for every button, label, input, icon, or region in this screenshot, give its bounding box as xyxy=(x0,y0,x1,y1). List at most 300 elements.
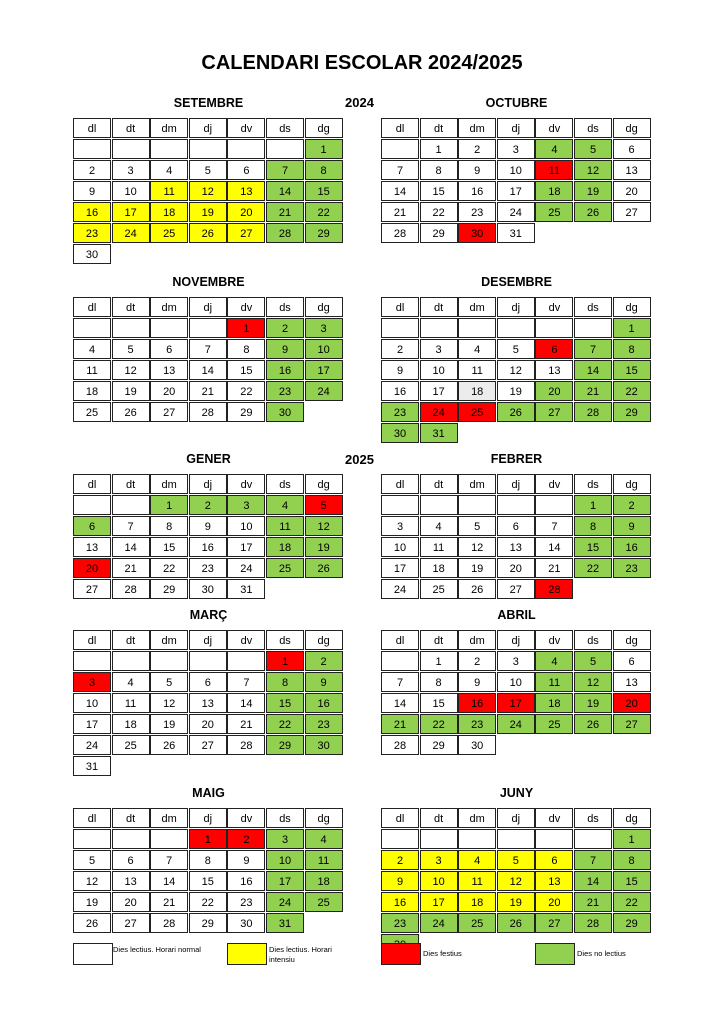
day-cell: 18 xyxy=(458,381,496,401)
day-header: ds xyxy=(574,118,612,138)
day-cell: 12 xyxy=(497,360,535,380)
day-cell: 21 xyxy=(535,558,573,578)
day-header: dg xyxy=(305,297,343,317)
day-cell: 19 xyxy=(497,892,535,912)
day-cell: 14 xyxy=(381,693,419,713)
day-cell: 25 xyxy=(73,402,111,422)
day-cell: 17 xyxy=(266,871,304,891)
day-cell: 10 xyxy=(420,871,458,891)
day-cell: 30 xyxy=(458,735,496,755)
day-cell: 31 xyxy=(420,423,458,443)
day-cell: 11 xyxy=(150,181,188,201)
day-cell: 15 xyxy=(613,871,651,891)
day-cell: 29 xyxy=(305,223,343,243)
day-header: dt xyxy=(420,808,458,828)
day-cell: 7 xyxy=(189,339,227,359)
day-header: dv xyxy=(227,297,265,317)
day-cell: 30 xyxy=(381,423,419,443)
day-cell: 17 xyxy=(497,181,535,201)
day-cell: 13 xyxy=(535,360,573,380)
day-cell: 2 xyxy=(381,339,419,359)
empty-day-cell xyxy=(420,495,458,515)
empty-day-cell xyxy=(381,139,419,159)
day-cell: 14 xyxy=(227,693,265,713)
day-cell: 28 xyxy=(574,913,612,933)
day-cell: 2 xyxy=(305,651,343,671)
day-header: dv xyxy=(535,808,573,828)
day-cell: 17 xyxy=(497,693,535,713)
day-cell: 4 xyxy=(305,829,343,849)
day-cell: 29 xyxy=(420,735,458,755)
day-cell: 26 xyxy=(574,714,612,734)
day-cell: 10 xyxy=(266,850,304,870)
day-cell: 5 xyxy=(574,139,612,159)
day-cell: 13 xyxy=(613,672,651,692)
day-header: dm xyxy=(458,630,496,650)
day-cell: 28 xyxy=(266,223,304,243)
day-cell: 15 xyxy=(266,693,304,713)
month-name: MARÇ xyxy=(189,608,228,622)
day-cell: 1 xyxy=(613,318,651,338)
day-cell: 30 xyxy=(189,579,227,599)
day-header: dl xyxy=(381,118,419,138)
day-cell: 11 xyxy=(420,537,458,557)
day-header: dj xyxy=(189,630,227,650)
day-cell: 4 xyxy=(535,651,573,671)
day-header: dj xyxy=(497,297,535,317)
day-cell: 16 xyxy=(227,871,265,891)
day-cell: 25 xyxy=(112,735,150,755)
day-cell: 17 xyxy=(112,202,150,222)
day-cell: 23 xyxy=(458,202,496,222)
day-cell: 3 xyxy=(420,850,458,870)
day-header: ds xyxy=(266,808,304,828)
day-header: ds xyxy=(266,297,304,317)
day-cell: 18 xyxy=(73,381,111,401)
day-cell: 3 xyxy=(381,516,419,536)
day-cell: 12 xyxy=(189,181,227,201)
day-cell: 15 xyxy=(305,181,343,201)
empty-day-cell xyxy=(150,139,188,159)
month-name: NOVEMBRE xyxy=(172,275,245,289)
day-cell: 30 xyxy=(458,223,496,243)
day-cell: 13 xyxy=(150,360,188,380)
day-cell: 23 xyxy=(305,714,343,734)
day-cell: 7 xyxy=(574,339,612,359)
empty-day-cell xyxy=(497,829,535,849)
day-cell: 25 xyxy=(150,223,188,243)
day-cell: 20 xyxy=(535,892,573,912)
day-cell: 25 xyxy=(535,714,573,734)
day-cell: 9 xyxy=(227,850,265,870)
day-cell: 24 xyxy=(112,223,150,243)
day-cell: 7 xyxy=(150,850,188,870)
day-cell: 19 xyxy=(150,714,188,734)
day-cell: 26 xyxy=(497,913,535,933)
day-cell: 24 xyxy=(73,735,111,755)
day-cell: 29 xyxy=(613,913,651,933)
day-header: dm xyxy=(150,808,188,828)
day-cell: 18 xyxy=(535,693,573,713)
day-cell: 23 xyxy=(381,402,419,422)
day-header: dl xyxy=(381,297,419,317)
day-header: dt xyxy=(112,630,150,650)
day-cell: 27 xyxy=(613,202,651,222)
empty-day-cell xyxy=(227,139,265,159)
day-cell: 21 xyxy=(381,714,419,734)
day-cell: 13 xyxy=(535,871,573,891)
day-cell: 21 xyxy=(266,202,304,222)
day-cell: 20 xyxy=(613,181,651,201)
day-cell: 6 xyxy=(112,850,150,870)
day-cell: 9 xyxy=(613,516,651,536)
day-cell: 24 xyxy=(497,714,535,734)
day-cell: 13 xyxy=(73,537,111,557)
day-cell: 23 xyxy=(266,381,304,401)
day-cell: 4 xyxy=(266,495,304,515)
day-cell: 3 xyxy=(112,160,150,180)
month-name: GENER xyxy=(186,452,231,466)
day-cell: 5 xyxy=(574,651,612,671)
day-cell: 21 xyxy=(574,892,612,912)
day-cell: 7 xyxy=(266,160,304,180)
day-cell: 12 xyxy=(497,871,535,891)
month-name: OCTUBRE xyxy=(485,96,548,110)
day-cell: 13 xyxy=(112,871,150,891)
empty-day-cell xyxy=(420,829,458,849)
day-cell: 24 xyxy=(497,202,535,222)
day-cell: 18 xyxy=(150,202,188,222)
day-header: dv xyxy=(535,297,573,317)
day-cell: 8 xyxy=(613,339,651,359)
day-cell: 12 xyxy=(305,516,343,536)
day-cell: 26 xyxy=(73,913,111,933)
day-cell: 4 xyxy=(420,516,458,536)
day-cell: 27 xyxy=(613,714,651,734)
day-cell: 28 xyxy=(112,579,150,599)
day-cell: 10 xyxy=(305,339,343,359)
day-cell: 20 xyxy=(535,381,573,401)
empty-day-cell xyxy=(381,829,419,849)
day-cell: 22 xyxy=(613,381,651,401)
day-cell: 18 xyxy=(112,714,150,734)
day-cell: 16 xyxy=(73,202,111,222)
day-header: dv xyxy=(227,808,265,828)
day-cell: 15 xyxy=(420,693,458,713)
day-header: dl xyxy=(73,118,111,138)
day-cell: 8 xyxy=(574,516,612,536)
day-header: ds xyxy=(266,630,304,650)
day-header: dm xyxy=(458,808,496,828)
day-cell: 1 xyxy=(227,318,265,338)
day-cell: 23 xyxy=(227,892,265,912)
day-header: dm xyxy=(458,474,496,494)
day-cell: 14 xyxy=(574,360,612,380)
day-cell: 8 xyxy=(266,672,304,692)
day-cell: 17 xyxy=(305,360,343,380)
empty-day-cell xyxy=(73,829,111,849)
day-cell: 27 xyxy=(227,223,265,243)
day-cell: 15 xyxy=(613,360,651,380)
day-cell: 19 xyxy=(574,693,612,713)
legend-label-normal: Dies lectius. Horari normal xyxy=(113,945,201,954)
day-header: dg xyxy=(305,630,343,650)
day-cell: 11 xyxy=(266,516,304,536)
day-header: dg xyxy=(613,630,651,650)
day-cell: 20 xyxy=(613,693,651,713)
day-cell: 26 xyxy=(458,579,496,599)
day-cell: 1 xyxy=(266,651,304,671)
day-header: ds xyxy=(266,474,304,494)
day-cell: 1 xyxy=(613,829,651,849)
empty-day-cell xyxy=(458,829,496,849)
empty-day-cell xyxy=(150,651,188,671)
day-cell: 5 xyxy=(305,495,343,515)
day-header: dm xyxy=(150,474,188,494)
day-cell: 5 xyxy=(189,160,227,180)
day-cell: 28 xyxy=(574,402,612,422)
day-header: dt xyxy=(112,118,150,138)
day-cell: 29 xyxy=(266,735,304,755)
day-header: dj xyxy=(497,808,535,828)
day-cell: 14 xyxy=(535,537,573,557)
day-header: dv xyxy=(227,474,265,494)
day-cell: 25 xyxy=(266,558,304,578)
empty-day-cell xyxy=(112,651,150,671)
day-cell: 23 xyxy=(613,558,651,578)
day-cell: 29 xyxy=(189,913,227,933)
day-cell: 27 xyxy=(73,579,111,599)
day-cell: 12 xyxy=(150,693,188,713)
day-cell: 23 xyxy=(458,714,496,734)
day-cell: 2 xyxy=(189,495,227,515)
day-cell: 6 xyxy=(613,139,651,159)
day-cell: 16 xyxy=(381,892,419,912)
year-2025-label: 2025 xyxy=(345,452,374,467)
day-cell: 6 xyxy=(73,516,111,536)
legend-label-non-teaching: Dies no lectius xyxy=(577,949,626,958)
day-header: dl xyxy=(73,630,111,650)
day-cell: 15 xyxy=(150,537,188,557)
empty-day-cell xyxy=(458,318,496,338)
empty-day-cell xyxy=(112,495,150,515)
day-cell: 11 xyxy=(458,871,496,891)
day-cell: 18 xyxy=(266,537,304,557)
day-cell: 3 xyxy=(420,339,458,359)
day-cell: 13 xyxy=(497,537,535,557)
day-header: ds xyxy=(574,297,612,317)
empty-day-cell xyxy=(150,318,188,338)
day-cell: 18 xyxy=(305,871,343,891)
day-cell: 3 xyxy=(227,495,265,515)
day-cell: 28 xyxy=(227,735,265,755)
day-cell: 22 xyxy=(420,202,458,222)
day-cell: 26 xyxy=(574,202,612,222)
day-cell: 6 xyxy=(613,651,651,671)
day-header: dv xyxy=(535,630,573,650)
empty-day-cell xyxy=(189,651,227,671)
day-header: dt xyxy=(112,474,150,494)
day-header: dj xyxy=(497,630,535,650)
day-cell: 2 xyxy=(458,651,496,671)
day-cell: 19 xyxy=(497,381,535,401)
day-cell: 4 xyxy=(73,339,111,359)
day-header: dg xyxy=(305,808,343,828)
empty-day-cell xyxy=(458,495,496,515)
day-cell: 30 xyxy=(227,913,265,933)
day-cell: 6 xyxy=(189,672,227,692)
day-cell: 17 xyxy=(73,714,111,734)
day-cell: 10 xyxy=(420,360,458,380)
day-cell: 10 xyxy=(112,181,150,201)
day-cell: 23 xyxy=(189,558,227,578)
empty-day-cell xyxy=(73,318,111,338)
day-header: ds xyxy=(574,808,612,828)
empty-day-cell xyxy=(420,318,458,338)
day-cell: 9 xyxy=(458,160,496,180)
day-cell: 9 xyxy=(381,360,419,380)
day-header: dg xyxy=(613,808,651,828)
day-cell: 11 xyxy=(535,672,573,692)
day-cell: 9 xyxy=(189,516,227,536)
day-cell: 8 xyxy=(150,516,188,536)
day-cell: 9 xyxy=(381,871,419,891)
day-header: dm xyxy=(150,630,188,650)
empty-day-cell xyxy=(381,495,419,515)
day-cell: 12 xyxy=(574,160,612,180)
day-header: dv xyxy=(535,474,573,494)
day-cell: 16 xyxy=(458,693,496,713)
day-cell: 8 xyxy=(227,339,265,359)
day-cell: 21 xyxy=(112,558,150,578)
day-cell: 29 xyxy=(420,223,458,243)
day-cell: 4 xyxy=(458,339,496,359)
day-cell: 1 xyxy=(150,495,188,515)
day-cell: 23 xyxy=(73,223,111,243)
day-cell: 13 xyxy=(189,693,227,713)
day-cell: 14 xyxy=(189,360,227,380)
day-cell: 22 xyxy=(613,892,651,912)
day-header: dl xyxy=(73,297,111,317)
day-header: dg xyxy=(613,297,651,317)
day-header: dl xyxy=(73,474,111,494)
day-cell: 9 xyxy=(266,339,304,359)
day-cell: 21 xyxy=(381,202,419,222)
day-cell: 23 xyxy=(381,913,419,933)
day-cell: 10 xyxy=(73,693,111,713)
day-cell: 22 xyxy=(574,558,612,578)
day-cell: 11 xyxy=(112,693,150,713)
day-cell: 8 xyxy=(305,160,343,180)
day-cell: 14 xyxy=(112,537,150,557)
day-cell: 22 xyxy=(227,381,265,401)
day-cell: 7 xyxy=(227,672,265,692)
day-header: dt xyxy=(420,630,458,650)
day-header: dm xyxy=(150,118,188,138)
day-header: ds xyxy=(266,118,304,138)
day-cell: 7 xyxy=(574,850,612,870)
day-cell: 30 xyxy=(266,402,304,422)
day-cell: 20 xyxy=(112,892,150,912)
day-cell: 2 xyxy=(227,829,265,849)
day-cell: 4 xyxy=(112,672,150,692)
day-cell: 11 xyxy=(305,850,343,870)
day-cell: 24 xyxy=(305,381,343,401)
day-cell: 25 xyxy=(535,202,573,222)
day-cell: 31 xyxy=(73,756,111,776)
day-cell: 19 xyxy=(73,892,111,912)
day-header: dm xyxy=(458,297,496,317)
day-cell: 18 xyxy=(458,892,496,912)
day-cell: 1 xyxy=(420,139,458,159)
day-cell: 12 xyxy=(458,537,496,557)
day-cell: 2 xyxy=(613,495,651,515)
month-name: FEBRER xyxy=(490,452,543,466)
day-cell: 12 xyxy=(73,871,111,891)
day-cell: 18 xyxy=(420,558,458,578)
day-cell: 26 xyxy=(189,223,227,243)
day-cell: 25 xyxy=(458,402,496,422)
day-cell: 14 xyxy=(574,871,612,891)
day-cell: 24 xyxy=(266,892,304,912)
day-cell: 21 xyxy=(227,714,265,734)
day-header: dj xyxy=(189,118,227,138)
day-cell: 11 xyxy=(73,360,111,380)
day-cell: 15 xyxy=(227,360,265,380)
day-cell: 27 xyxy=(535,913,573,933)
day-cell: 1 xyxy=(305,139,343,159)
day-cell: 19 xyxy=(189,202,227,222)
day-cell: 27 xyxy=(150,402,188,422)
legend-swatch-intensive xyxy=(227,943,267,965)
empty-day-cell xyxy=(227,651,265,671)
day-header: dl xyxy=(73,808,111,828)
empty-day-cell xyxy=(189,318,227,338)
day-cell: 8 xyxy=(420,160,458,180)
empty-day-cell xyxy=(189,139,227,159)
day-cell: 2 xyxy=(458,139,496,159)
day-cell: 12 xyxy=(574,672,612,692)
day-header: dg xyxy=(613,118,651,138)
day-cell: 3 xyxy=(266,829,304,849)
day-cell: 8 xyxy=(420,672,458,692)
day-cell: 20 xyxy=(189,714,227,734)
day-cell: 24 xyxy=(420,913,458,933)
day-header: dg xyxy=(613,474,651,494)
month-name: MAIG xyxy=(192,786,225,800)
legend-swatch-normal xyxy=(73,943,113,965)
day-cell: 11 xyxy=(458,360,496,380)
day-cell: 25 xyxy=(305,892,343,912)
day-cell: 21 xyxy=(574,381,612,401)
legend-swatch-holiday xyxy=(381,943,421,965)
day-cell: 12 xyxy=(112,360,150,380)
month-name: SETEMBRE xyxy=(173,96,244,110)
day-cell: 29 xyxy=(227,402,265,422)
day-cell: 17 xyxy=(420,381,458,401)
day-header: dm xyxy=(458,118,496,138)
day-cell: 4 xyxy=(458,850,496,870)
day-cell: 5 xyxy=(73,850,111,870)
day-header: dj xyxy=(497,474,535,494)
day-cell: 16 xyxy=(381,381,419,401)
day-cell: 27 xyxy=(535,402,573,422)
day-cell: 25 xyxy=(420,579,458,599)
day-header: dj xyxy=(189,474,227,494)
day-cell: 26 xyxy=(112,402,150,422)
day-cell: 19 xyxy=(574,181,612,201)
day-cell: 4 xyxy=(150,160,188,180)
